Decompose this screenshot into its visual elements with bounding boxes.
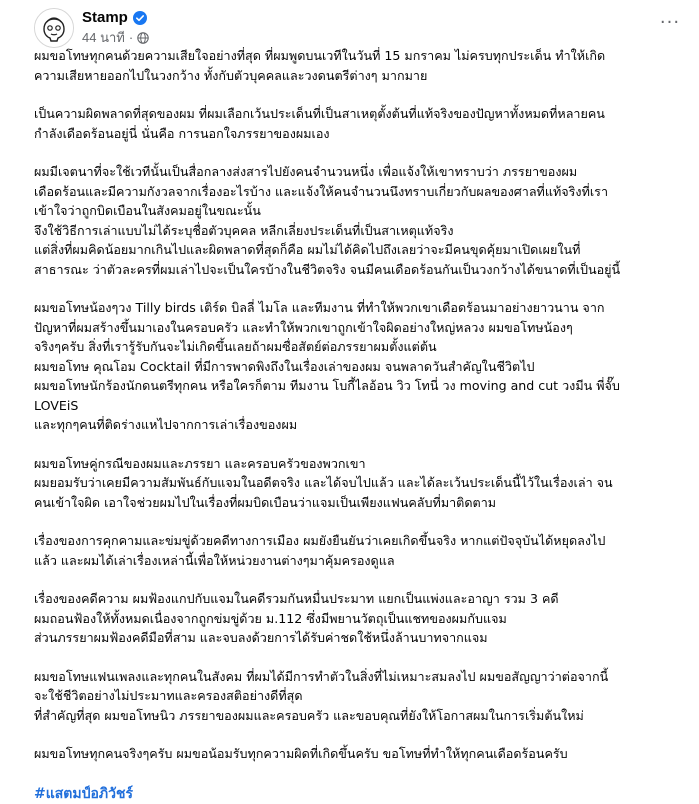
paragraph-line: ที่สำคัญที่สุด ผมขอโทษนิว ภรรยาของผมและครอบครัว และขอบคุณที่ยังให้โอกาสผมในการเริ่มต้นใหม่ (34, 707, 584, 723)
hashtag-link[interactable]: #แสตมป์อภิวัชร์ (34, 785, 134, 802)
globe-icon (137, 32, 149, 44)
verified-badge-icon (133, 10, 147, 24)
paragraph-line: เรื่องของคดีความ ผมฟ้องแกปกับแจมในคดีรวมกันหมื่นประมาท แยกเป็นแพ่งและอาญา รวม 3 คดี (34, 591, 559, 606)
paragraph-line: ผมขอโทษ คุณโอม Cocktail ที่มีการพาดพิงถึงในเรื่องเล่าของผม จนพลาดวันสำคัญในชีวิตไป (34, 358, 535, 374)
post-meta (82, 27, 149, 48)
paragraph-line: จริงๆครับ สิ่งที่เรารู้รับกันจะไม่เกิดขึ้นเลยถ้าผมซื่อสัตย์ต่อภรรยาผมตั้งแต่ต้น (34, 339, 437, 354)
paragraph-line: จึงใช้วิธีการเล่าแบบไม่ได้ระบุชื่อตัวบุคคล หลีกเลี่ยงประเด็นที่เป็นสาเหตุแท้จริง (34, 222, 454, 238)
paragraph-line: เรื่องของการคุกคามและข่มขู่ด้วยคดีทางการเมือง ผมยังยืนยันว่าเคยเกิดขึ้นจริง หากแต่ปัจจุบันได้หยุดลงไป (34, 533, 606, 548)
post-paragraph (34, 589, 684, 648)
paragraph-line: ผมขอโทษน้องๆวง Tilly birds เติร์ด บิลลี่ ไมโล และทีมงาน ที่ทำให้พวกเขาเดือดร้อนมาอย่างยาวนาน จาก (34, 300, 605, 315)
paragraph-line: จะใช้ชีวิตอย่างไม่ประมาทและครองสติอย่างดีที่สุด (34, 688, 303, 703)
avatar-illustration-icon (35, 9, 73, 47)
post-body (34, 46, 684, 804)
paragraph-line: ส่วนภรรยาผมฟ้องคดีมือที่สาม และจบลงด้วยการได้รับค่าชดใช้หนึ่งล้านบาทจากแจม (34, 630, 488, 645)
paragraph-line: สาธารณะ ว่าตัวละครที่ผมเล่าไปจะเป็นใครบ้างในชีวิตจริง จนมีคนเดือดร้อนกันเป็นวงกว้างได้ขนาดที่เป็นอยู่นี้ (34, 261, 621, 277)
paragraph-line: ผมถอนฟ้องให้ทั้งหมดเนื่องจากถูกข่มขู่ด้วย ม.112 ซึ่งมีพยานวัตถุเป็นแชทของผมกับแจม (34, 610, 507, 626)
paragraph-line: และทุกๆคนที่ติดร่างแหไปจากการเล่าเรื่องของผม (34, 417, 298, 432)
paragraph-line: ปัญหาที่ผมสร้างขึ้นมาเองในครอบครัว และทำให้พวกเขาถูกเข้าใจผิดอย่างใหญ่หลวง ผมขอโทษน้องๆ (34, 319, 573, 335)
post-paragraph (34, 667, 684, 726)
paragraph-line: ผมขอโทษทุกคนจริงๆครับ ผมขอน้อมรับทุกความผิดที่เกิดขึ้นครับ ขอโทษที่ทำให้ทุกคนเดือดร้อนครับ (34, 746, 568, 761)
paragraph-line: ความเสียหายออกไปในวงกว้าง ทั้งกับตัวบุคคลและวงดนตรีต่างๆ มากมาย (34, 67, 428, 83)
paragraph-line: เข้าใจว่าถูกบิดเบือนในสังคมอยู่ในขณะนั้น (34, 203, 261, 218)
paragraph-line: ผมยอมรับว่าเคยมีความสัมพันธ์กับแจมในอดีตจริง และได้จบไปแล้ว และได้ละเว้นประเด็นนี้ไว้ในเรื่องเล่า จน (34, 475, 613, 490)
paragraph-line: ผมขอโทษทุกคนด้วยความเสียใจอย่างที่สุด ที่ผมพูดบนเวทีในวันที่ 15 มกราคม ไม่ครบทุกประเด็น ทำให้เกิด (34, 48, 606, 63)
post-paragraph (34, 104, 684, 143)
post-paragraph (34, 162, 684, 279)
more-options-button[interactable]: ··· (659, 11, 681, 33)
paragraph-line: กำลังเดือดร้อนอยู่นี่ นั่นคือ การนอกใจภรรยาของผมเอง (34, 125, 330, 141)
paragraph-line: แล้ว และผมได้เล่าเรื่องเหล่านี้เพื่อให้หน่วยงานต่างๆมาคุ้มครองดูแล (34, 552, 395, 568)
post-paragraph (34, 744, 684, 764)
paragraph-line: ผมขอโทษแฟนเพลงและทุกคนในสังคม ที่ผมได้มีการทำตัวในสิ่งที่ไม่เหมาะสมลงไป ผมขอสัญญาว่าต่อจากนี้ (34, 668, 609, 684)
paragraph-line: เดือดร้อนและมีความกังวลจากเรื่องอะไรบ้าง และแจ้งให้คนจำนวนนึงทราบเกี่ยวกับผลของศาลที่แท้จริงที่เรา (34, 183, 609, 199)
post-paragraph (34, 454, 684, 513)
paragraph-line: ผมขอโทษคู่กรณีของผมและภรรยา และครอบครัวของพวกเขา (34, 455, 366, 471)
paragraph-line: ผมมีเจตนาที่จะใช้เวทีนั้นเป็นสื่อกลางส่งสารไปยังคนจำนวนหนึ่ง เพื่อแจ้งให้เขาทราบว่า ภรรยาของผม (34, 164, 578, 179)
post-paragraph (34, 298, 684, 435)
paragraph-line: ผมขอโทษนักร้องนักดนตรีทุกคน หรือใครก็ตาม ทีมงาน โบกี้ไลอ้อน วิว โทนี่ วง moving and cut วงมีน พี่จั๊บ (34, 378, 620, 393)
paragraph-line: LOVEiS (34, 397, 79, 413)
post-timestamp[interactable]: 44 นาที (82, 30, 125, 45)
meta-separator: · (128, 30, 134, 45)
author-row (82, 7, 147, 27)
author-name[interactable]: Stamp (82, 8, 128, 26)
post-paragraph (34, 46, 684, 85)
paragraph-line: เป็นความผิดพลาดที่สุดของผม ที่ผมเลือกเว้นประเด็นที่เป็นสาเหตุตั้งต้นที่แท้จริงของปัญหาทั้งหมดที่หลายคน (34, 106, 605, 121)
avatar[interactable] (34, 8, 74, 48)
paragraph-line: แต่สิ่งที่ผมคิดน้อยมากเกินไปและผิดพลาดที่สุดก็คือ ผมไม่ได้คิดไปถึงเลยว่าจะมีคนขุดคุ้ยมาเปิดเผยในที่ (34, 242, 581, 257)
post-header (30, 2, 690, 46)
paragraph-line: คนเข้าใจผิด เอาใจช่วยผมไปในเรื่องที่ผมบิดเบือนว่าแจมเป็นเพียงแฟนคลับที่มาติดตาม (34, 494, 497, 510)
post-paragraph (34, 531, 684, 570)
